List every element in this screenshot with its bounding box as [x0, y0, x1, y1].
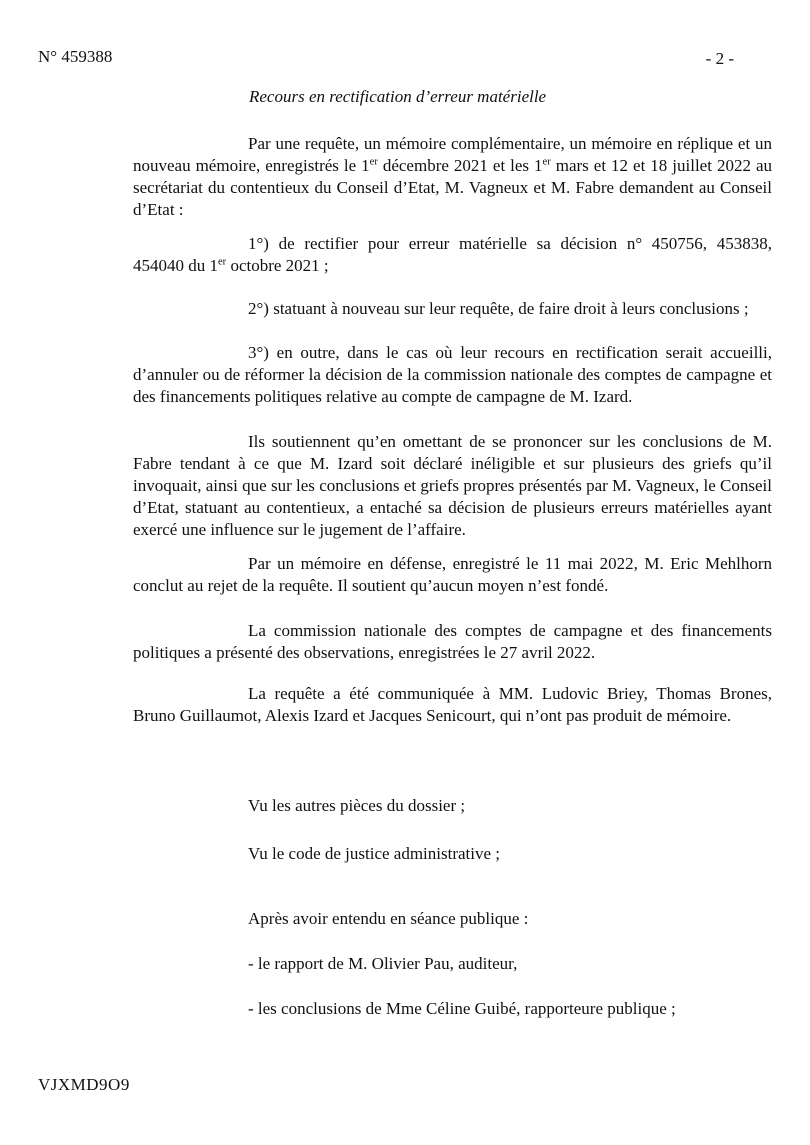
page-number: - 2 -	[705, 49, 734, 68]
paragraph-defense-memoir: Par un mémoire en défense, enregistré le 11 mai 2022, M. Eric Mehlhorn conclut au rejet de la requête. Il soutient qu’aucun moyen n’est fondé.	[133, 554, 772, 595]
paragraph-communication: La requête a été communiquée à MM. Ludovic Briey, Thomas Brones, Bruno Guillaumot, Alexis Izard et Jacques Senicourt, qui n’ont pas produit de mémoire.	[133, 684, 772, 725]
paragraph-conclusions: - les conclusions de Mme Céline Guibé, rapporteure publique ;	[248, 999, 676, 1018]
document-title: Recours en rectification d’erreur matérielle	[249, 87, 547, 106]
paragraph-seance-publique: Après avoir entendu en séance publique :	[248, 909, 529, 928]
paragraph-vu-code: Vu le code de justice administrative ;	[248, 844, 501, 863]
paragraph-request-intro: Par une requête, un mémoire complémentaire, un mémoire en réplique et un nouveau mémoire, enregistrés le 1er décembre 2021 et les 1er mars et 12 et 18 juillet 2022 au secrétariat du contentieux du Conseil d’Etat, M. Vagneux et M. Fabre demandent au Conseil d’Etat :	[133, 134, 772, 219]
footer-reference-code: VJXMD9O9	[38, 1075, 130, 1094]
paragraph-claim-1: 1°) de rectifier pour erreur matérielle sa décision n° 450756, 453838, 454040 du 1er octobre 2021 ;	[133, 234, 772, 275]
document-number: N° 459388	[38, 47, 113, 66]
paragraph-vu-pieces: Vu les autres pièces du dossier ;	[248, 796, 466, 815]
paragraph-claim-3: 3°) en outre, dans le cas où leur recours en rectification serait accueilli, d’annuler ou de réformer la décision de la commission nationale des comptes de campagne et des financements politiques relative au compte de campagne de M. Izard.	[133, 343, 772, 406]
paragraph-arguments: Ils soutiennent qu’en omettant de se prononcer sur les conclusions de M. Fabre tendant à ce que M. Izard soit déclaré inéligible et sur plusieurs des griefs qu’il invoquait, ainsi que sur les conclusions et griefs propres présentés par M. Vagneux, le Conseil d’Etat, statuant au contentieux, a entaché sa décision de plusieurs erreurs matérielles ayant exercé une influence sur le jugement de l’affaire.	[133, 432, 772, 539]
paragraph-claim-2: 2°) statuant à nouveau sur leur requête, de faire droit à leurs conclusions ;	[248, 299, 749, 318]
paragraph-rapport: - le rapport de M. Olivier Pau, auditeur,	[248, 954, 518, 973]
paragraph-commission-observations: La commission nationale des comptes de campagne et des financements politiques a présenté des observations, enregistrées le 27 avril 2022.	[133, 621, 772, 662]
